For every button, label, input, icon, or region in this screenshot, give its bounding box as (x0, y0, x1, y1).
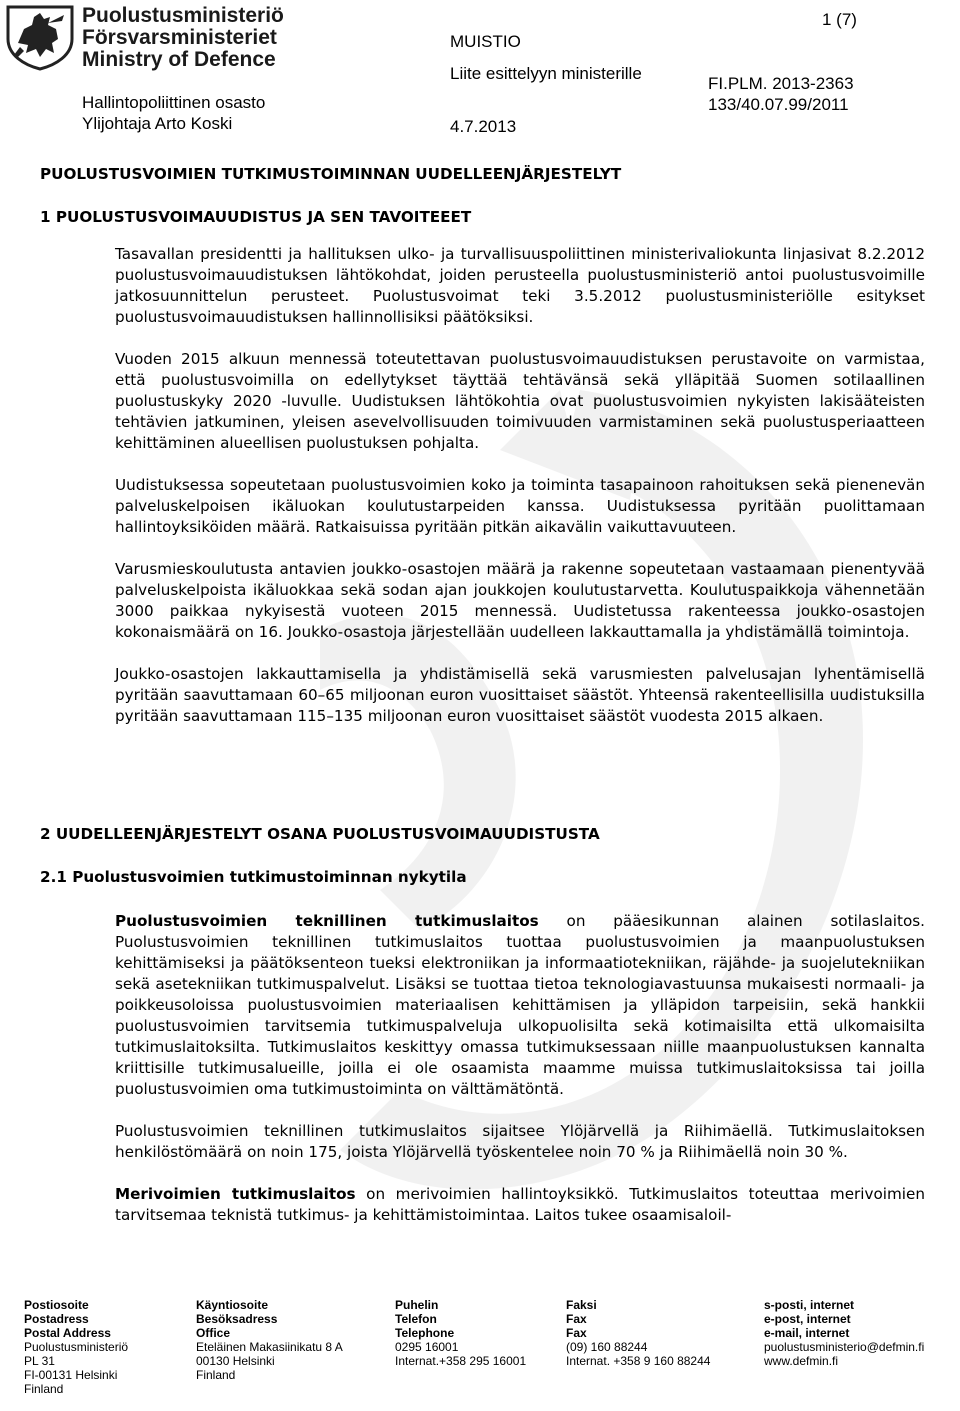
section-2-body (115, 911, 925, 1247)
institute-name: Puolustusvoimien teknillinen tutkimuslaitos (115, 912, 539, 930)
footer-column-email: s-posti, internet e-post, internet e-mail, internet puolustusministerio@defmin.fi www.defmin.fi (764, 1298, 925, 1368)
department: Hallintopoliittinen osasto (82, 93, 266, 112)
coat-of-arms-logo (4, 3, 76, 71)
organization-name (82, 5, 284, 71)
document-type: MUISTIO (450, 32, 521, 51)
paragraph: Puolustusvoimien teknillinen tutkimuslaitos sijaitsee Ylöjärvellä ja Riihimäellä. Tutkimuslaitoksen henkilöstömäärä on noin 175, joista Ylöjärvellä työskentelee noin 70 % ja Riihimäellä noin 30 %. (115, 1122, 925, 1161)
org-name-en: Ministry of Defence (82, 48, 276, 71)
archive-number: 133/40.07.99/2011 (708, 95, 849, 114)
paragraph: Varusmieskoulutusta antavien joukko-osastojen määrä ja rakenne sopeutetaan vastaamaan pienentyvää palveluskelpoista ikäluokkaa sekä sodan ajan joukkojen koulutustarvetta. Koulutuspaikkoja vähennetään 3000 paikkaa nykyisestä vuoteen 2015 mennessä. Uudistetussa rakenteessa joukko-osastojen kokonaismäärä on 16. Joukko-osastoja järjestellään uudelleen lakkauttamalla ja yhdistämällä toimintoja. (115, 560, 925, 641)
reference-number: FI.PLM. 2013-2363 (708, 74, 854, 93)
paragraph: Uudistuksessa sopeutetaan puolustusvoimien koko ja toiminta tasapainoon rahoituksen sekä pienenevän palveluskelpoisen ikäluokan koulutustarpeiden kanssa. Uudistuksessa pyritään puolittamaan hallintoyksiköiden määrä. Ratkaisuissa pyritään pitkän aikavälin vaikuttavuuteen. (115, 476, 925, 536)
paragraph: Merivoimien tutkimuslaitos on merivoimien hallintoyksikkö. Tutkimuslaitos toteuttaa merivoimien tarvitsemaa teknistä tutkimus- ja kehittämistoimintaa. Laitos tukee osaamisaloil- (115, 1185, 925, 1224)
email-link[interactable]: puolustusministerio@defmin.fi (764, 1340, 925, 1354)
institute-name: Merivoimien tutkimuslaitos (115, 1185, 356, 1203)
paragraph: Tasavallan presidentti ja hallituksen ulko- ja turvallisuuspoliittinen ministerivaliokunta linjasivat 8.2.2012 puolustusvoimauudistuksen lähtökohdat, joiden perusteella puolustusministeriö antoi puolustusvoimille jatkosuunnittelun perusteet. Puolustusvoimat teki 3.5.2012 puolustusministeriölle esitykset puolustusvoimauudistuksen hallinnollisiksi päätöksiksi. (115, 245, 925, 326)
footer-column-office: Käyntiosoite Besöksadress Office Eteläinen Makasiinikatu 8 A 00130 Helsinki Finland (196, 1298, 343, 1382)
section-2-heading: 2 UUDELLEENJÄRJESTELYT OSANA PUOLUSTUSVOIMAUUDISTUSTA (40, 825, 600, 843)
org-name-sv: Försvarsministeriet (82, 26, 277, 49)
footer-column-fax: Faksi Fax Fax (09) 160 88244 Internat. +358 9 160 88244 (566, 1298, 711, 1368)
author: Ylijohtaja Arto Koski (82, 114, 233, 133)
section-1-heading: 1 PUOLUSTUSVOIMAUUDISTUS JA SEN TAVOITEEET (40, 208, 472, 226)
paragraph: Joukko-osastojen lakkauttamisella ja yhdistämisellä sekä varusmiesten palvelusajan lyhentämisellä pyritään saavuttamaan 60–65 miljoonan euron vuosittaiset säästöt. Yhteensä rakenteellisilla uudistuksilla pyritään saavuttamaan 115–135 miljoonan euron vuosittaiset säästöt vuodesta 2015 alkaen. (115, 665, 925, 725)
page-number: 1 (7) (822, 10, 857, 29)
website-link[interactable]: www.defmin.fi (764, 1354, 839, 1368)
document-subtitle: Liite esittelyyn ministerille (450, 64, 642, 83)
footer-column-postal: Postiosoite Postadress Postal Address Puolustusministeriö PL 31 FI-00131 Helsinki Finland (24, 1298, 129, 1396)
subsection-2-1-heading: 2.1 Puolustusvoimien tutkimustoiminnan nykytila (40, 868, 467, 886)
org-name-fi: Puolustusministeriö (82, 4, 284, 27)
document-date: 4.7.2013 (450, 117, 517, 136)
paragraph: Puolustusvoimien teknillinen tutkimuslaitos on pääesikunnan alainen sotilaslaitos. Puolustusvoimien teknillinen tutkimuslaitos tuottaa puolustusvoimien ja maanpuolustuksen kehittämiseksi ja päätöksenteon tueksi elektroniikan ja informaatiotekniikan, räjähde- ja suojelutekniikan sekä asetekniikan tutkimuspalvelut. Lisäksi se tuottaa tietoa teknologiavastuunsa mukaisesti normaali- ja poikkeusoloissa puolustusvoimien materiaalisen kehittämisen ja ylläpidon tarpeisiin, sekä hankkii puolustusvoimien tarvitsemia tutkimuspalveluja ulkopuolisilta sekä kotimaisilta että ulkomaisilta tutkimuslaitoksilta. Tutkimuslaitos keskittyy omassa tutkimuksessaan niille maanpuolustuksen kannalta kriittisille tutkimusalueille, joilla ei ole osaamista maamme muissa tutkimuslaitoksissa tai joilla puolustusvoimien oma tutkimustoiminta on välttämätöntä. (115, 912, 925, 1098)
document-title: PUOLUSTUSVOIMIEN TUTKIMUSTOIMINNAN UUDELLEENJÄRJESTELYT (40, 165, 622, 183)
section-1-body (115, 244, 925, 748)
footer-column-phone: Puhelin Telefon Telephone 0295 16001 Internat.+358 295 16001 (395, 1298, 527, 1368)
paragraph: Vuoden 2015 alkuun mennessä toteutettavan puolustusvoimauudistuksen perustavoite on varmistaa, että puolustusvoimilla on edellytykset täyttää tehtävänsä sekä ylläpitää Suomen sotilaallinen puolustuskyky 2020 -luvulle. Uudistuksen lähtökohtia ovat puolustusvoimien nykyisten lakisääteisten tehtävien jatkuminen, yleisen asevelvollisuuden toimivuuden varmistaminen sekä puolustusperiaatteen kehittäminen alueellisen puolustuksen pohjalta. (115, 350, 925, 452)
